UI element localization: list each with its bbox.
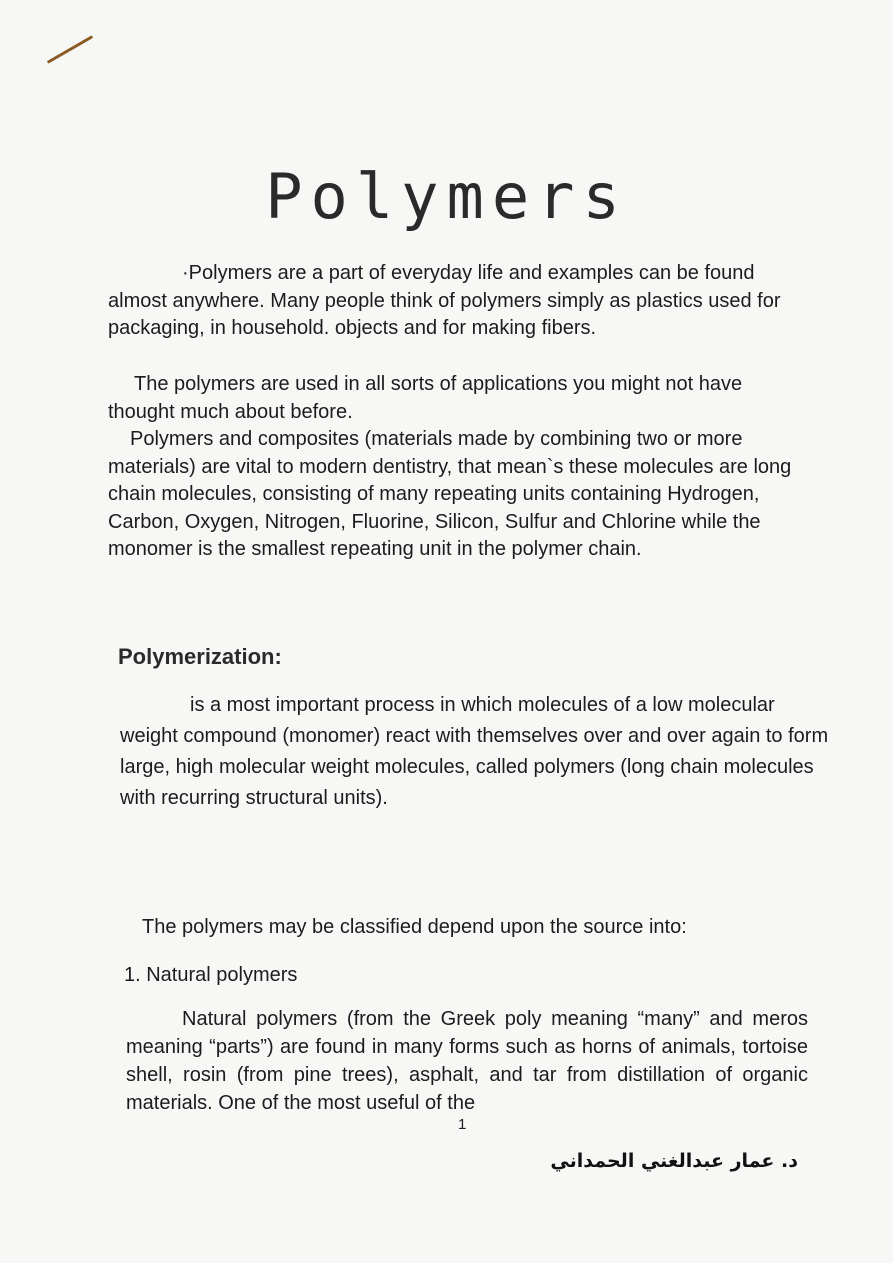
section-heading: Polymerization: — [118, 644, 282, 669]
page-title: Polymers — [265, 159, 628, 233]
list-item: 1. Natural polymers — [124, 964, 298, 986]
natural-polymers-paragraph: Natural polymers (from the Greek poly meaning “many” and meros meaning “parts”) are found in many forms such as horns of animals, tortoise shell, rosin (from pine trees), asphalt, and tar from distillation of organic materials. One of the most useful of the — [126, 1008, 808, 1114]
pen-mark — [47, 35, 94, 64]
classification-intro: The polymers may be classified depend upon the source into: — [142, 916, 687, 938]
author-signature: د. عمار عبدالغني الحمداني — [550, 1150, 798, 1172]
page-number: 1 — [458, 1116, 467, 1133]
intro-paragraph-1: ·Polymers are a part of everyday life and examples can be found almost anywhere. Many people think of polymers simply as plastics used for packaging, in household. objects and for making fibers. — [108, 262, 781, 339]
intro-paragraph-2: The polymers are used in all sorts of applications you might not have thought much about before. — [108, 373, 743, 423]
intro-paragraph-3: Polymers and composites (materials made by combining two or more materials) are vital to modern dentistry, that mean`s these molecules are long chain molecules, consisting of many repeating units containing Hydrogen, Carbon, Oxygen, Nitrogen, Fluorine, Silicon, Sulfur and Chlorine while the monomer is the smallest repeating unit in the polymer chain. — [108, 428, 792, 560]
polymerization-paragraph: is a most important process in which molecules of a low molecular weight compound (monomer) react with themselves over and over again to form large, high molecular weight molecules, called polymers (long chain molecules with recurring structural units). — [120, 694, 829, 809]
